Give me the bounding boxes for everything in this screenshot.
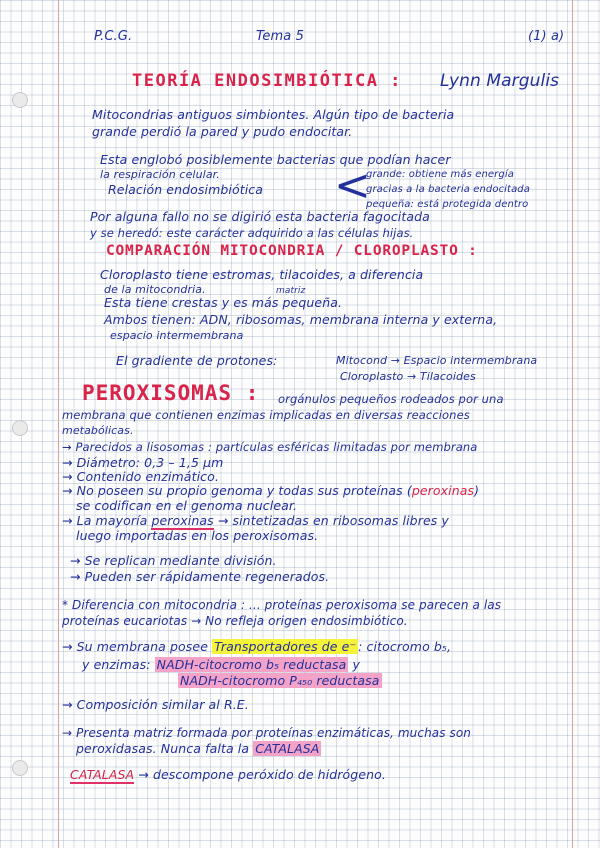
peroxisomas-line: → Diámetro: 0,3 – 1,5 μm xyxy=(62,455,224,470)
margin-line-right xyxy=(572,0,573,848)
peroxisomas-line: peroxidasas. Nunca falta la CATALASA xyxy=(76,741,320,756)
peroxisomas-line: * Diferencia con mitocondria : ... proteínas peroxisoma se parecen a las xyxy=(62,598,502,612)
comparison-line: El gradiente de protones: xyxy=(116,353,278,368)
peroxisomas-line: → Contenido enzimático. xyxy=(62,469,219,484)
peroxisomas-line: se codifican en el genoma nuclear. xyxy=(76,498,298,513)
intro-line: grande perdió la pared y pudo endocitar. xyxy=(92,124,353,139)
underline-catalasa: CATALASA xyxy=(70,767,135,782)
comparison-line: Cloroplasto tiene estromas, tilacoides, a diferencia xyxy=(100,267,424,282)
peroxisomas-line: proteínas eucariotas → No refleja origen endosimbiótico. xyxy=(62,614,408,628)
comparison-line: Esta tiene crestas y es más pequeña. xyxy=(104,295,343,310)
intro-branch: grande: obtiene más energía xyxy=(366,169,514,180)
peroxisomas-line: membrana que contienen enzimas implicadas en diversas reacciones xyxy=(62,408,470,422)
intro-branch: gracias a la bacteria endocitada xyxy=(366,184,530,195)
peroxisomas-line: orgánulos pequeños rodeados por una xyxy=(278,392,504,406)
peroxisomas-line: → No poseen su propio genoma y todas sus proteínas (peroxinas) xyxy=(62,483,480,498)
intro-line: Mitocondrias antiguos simbiontes. Algún tipo de bacteria xyxy=(92,107,455,122)
intro-line: la respiración celular. xyxy=(100,168,220,181)
comparison-line: Mitocond → Espacio intermembrana xyxy=(336,354,538,367)
intro-branch: pequeña: está protegida dentro xyxy=(366,199,529,210)
comparison-line: Ambos tienen: ADN, ribosomas, membrana interna y externa, xyxy=(104,312,498,327)
peroxisomas-line: → Su membrana posee Transportadores de e⁻ : citocromo b₅, xyxy=(62,639,452,654)
peroxisomas-line: → Se replican mediante división. xyxy=(70,553,277,568)
header-course: P.C.G. xyxy=(94,29,133,44)
brace-symbol: < xyxy=(334,160,371,211)
comparison-line: Cloroplasto → Tilacoides xyxy=(340,370,476,383)
peroxisomas-line: → Parecidos a lisosomas : partículas esféricas limitadas por membrana xyxy=(62,440,478,454)
section-heading-comparison: COMPARACIÓN MITOCONDRIA / CLOROPLASTO : xyxy=(106,243,478,259)
peroxisomas-line: y enzimas: NADH-citocromo b₅ reductasa y xyxy=(82,657,360,672)
intro-line: Esta englobó posiblemente bacterias que podían hacer xyxy=(100,152,451,167)
peroxisomas-line xyxy=(178,674,382,688)
peroxisomas-line: CATALASA → descompone peróxido de hidrógeno. xyxy=(70,767,386,782)
highlight-catalasa: CATALASA xyxy=(255,741,320,756)
punch-hole xyxy=(12,420,28,436)
peroxisomas-line: metabólicas. xyxy=(62,424,134,437)
highlight-nadh-p450: NADH-citocromo P₄₅₀ reductasa xyxy=(180,673,380,688)
title-author: Lynn Margulis xyxy=(440,71,560,91)
intro-line: Por alguna fallo no se digirió esta bacteria fagocitada xyxy=(90,209,430,224)
intro-line: Relación endosimbiótica xyxy=(108,182,264,197)
comparison-line: de la mitocondria. xyxy=(104,283,206,296)
peroxisomas-line: → Presenta matriz formada por proteínas enzimáticas, muchas son xyxy=(62,726,471,740)
comparison-line: espacio intermembrana xyxy=(110,329,244,342)
punch-hole xyxy=(12,760,28,776)
peroxisomas-line: → Pueden ser rápidamente regenerados. xyxy=(70,569,330,584)
peroxisomas-line: → La mayoría peroxinas → sintetizadas en ribosomas libres y xyxy=(62,513,449,528)
punch-hole xyxy=(12,92,28,108)
section-heading-peroxisomas: PEROXISOMAS : xyxy=(82,381,260,405)
header-page-number: (1) a) xyxy=(528,29,565,44)
page-title: TEORÍA ENDOSIMBIÓTICA : xyxy=(132,71,402,91)
underline-peroxinas: peroxinas xyxy=(151,513,214,528)
highlight-nadh-b5: NADH-citocromo b₅ reductasa xyxy=(156,657,347,672)
peroxisomas-line: luego importadas en los peroxisomas. xyxy=(76,528,319,543)
highlight-peroxinas: peroxinas xyxy=(411,483,475,498)
highlight-transportadores: Transportadores de e⁻ xyxy=(214,639,357,654)
comparison-note: matriz xyxy=(276,286,306,296)
margin-line-left xyxy=(58,0,59,848)
intro-line: y se heredó: este carácter adquirido a las células hijas. xyxy=(90,226,414,240)
peroxisomas-line: → Composición similar al R.E. xyxy=(62,697,249,712)
header-topic: Tema 5 xyxy=(256,29,304,44)
